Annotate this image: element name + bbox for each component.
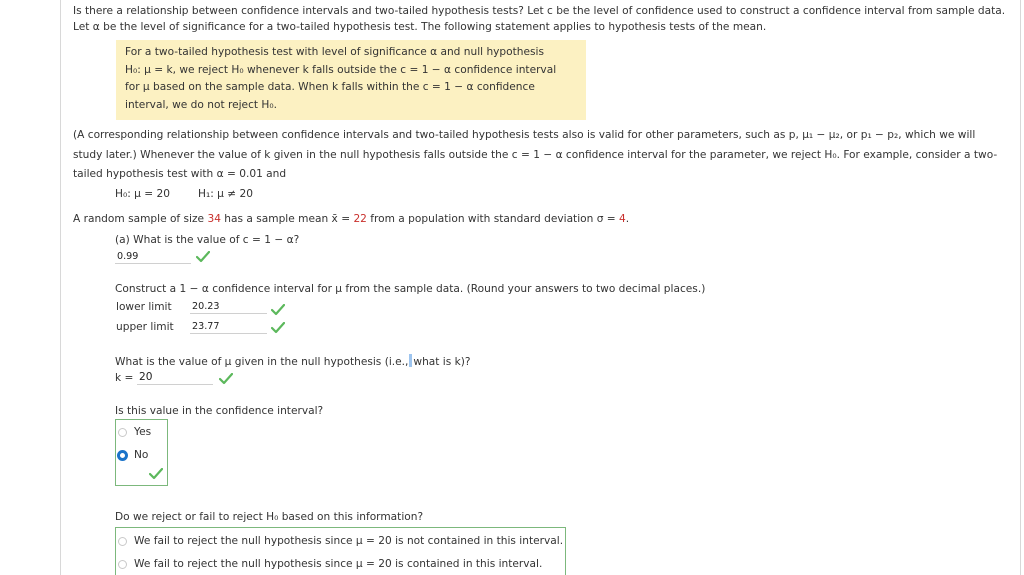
reject-option-1[interactable] bbox=[118, 534, 563, 548]
radio-unselected-icon[interactable] bbox=[118, 537, 127, 546]
sample-mean: 22 bbox=[353, 213, 367, 225]
upper-limit-label: upper limit bbox=[116, 321, 174, 333]
sample-mid-2: from a population with standard deviation σ = bbox=[366, 213, 620, 225]
in-interval-question: Is this value in the confidence interval? bbox=[115, 405, 324, 417]
k-value-input[interactable]: 20 bbox=[137, 371, 213, 385]
intro-line-1: Is there a relationship between confidence intervals and two-tailed hypothesis tests? Let c be the level of confidence used to construct a confidence interval from sample data. bbox=[73, 5, 1006, 17]
left-page-border bbox=[60, 0, 61, 575]
radio-selected-icon[interactable] bbox=[117, 450, 128, 461]
sample-size: 34 bbox=[207, 213, 221, 225]
option-no[interactable] bbox=[118, 448, 148, 462]
check-icon bbox=[196, 251, 210, 263]
radio-unselected-icon[interactable] bbox=[118, 428, 127, 437]
note-line-2: study later.) Whenever the value of k given in the null hypothesis falls outside the c = 1 − α confidence interval for the parameter, we reject H₀. For example, consider a two- bbox=[73, 148, 998, 161]
alternative-hypothesis: H₁: μ ≠ 20 bbox=[197, 188, 253, 200]
radio-unselected-icon[interactable] bbox=[118, 560, 127, 569]
k-label: k = bbox=[115, 372, 134, 384]
upper-limit-input[interactable]: 23.77 bbox=[190, 320, 267, 334]
theorem-callout bbox=[116, 40, 586, 120]
reject-option-1-label: We fail to reject the null hypothesis since μ = 20 is not contained in this interval. bbox=[134, 535, 564, 547]
check-icon bbox=[219, 373, 233, 385]
k-question-text-b: what is k)? bbox=[413, 356, 471, 368]
confidence-level-answer[interactable]: 0.99 bbox=[115, 250, 191, 264]
reject-option-2[interactable] bbox=[118, 557, 542, 571]
sample-description bbox=[73, 212, 629, 226]
lower-limit-input[interactable]: 20.23 bbox=[190, 300, 267, 314]
sample-suffix: . bbox=[625, 213, 630, 225]
null-hypothesis: H₀: μ = 20 bbox=[115, 188, 170, 200]
note-line-3: tailed hypothesis test with α = 0.01 and bbox=[73, 168, 287, 180]
callout-line-2: H₀: μ = k, we reject H₀ whenever k falls outside the c = 1 − α confidence interval bbox=[125, 63, 557, 76]
sample-prefix: A random sample of size bbox=[73, 213, 208, 225]
callout-line-4: interval, we do not reject H₀. bbox=[125, 98, 277, 111]
callout-line-1: For a two-tailed hypothesis test with level of significance α and null hypothesis bbox=[125, 46, 545, 58]
intro-text bbox=[73, 3, 1008, 35]
right-page-border bbox=[1020, 0, 1021, 575]
reject-question: Do we reject or fail to reject H₀ based on this information? bbox=[115, 511, 424, 523]
intro-line-2: Let α be the level of significance for a two-tailed hypothesis test. The following statement applies to hypothesis tests of the mean. bbox=[73, 21, 767, 33]
callout-line-3: for μ based on the sample data. When k falls within the c = 1 − α confidence bbox=[125, 81, 535, 93]
reject-option-2-label: We fail to reject the null hypothesis since μ = 20 is contained in this interval. bbox=[134, 558, 543, 570]
check-icon bbox=[271, 304, 285, 316]
k-question bbox=[115, 354, 471, 369]
option-yes[interactable] bbox=[118, 425, 151, 439]
sample-mid-1: has a sample mean x̄ = bbox=[220, 213, 354, 225]
k-question-text-a: What is the value of μ given in the null hypothesis (i.e., bbox=[115, 356, 409, 368]
option-no-label: No bbox=[134, 449, 149, 461]
relationship-note bbox=[73, 126, 1008, 185]
note-line-1: (A corresponding relationship between confidence intervals and two-tailed hypothesis tests also is valid for other parameters, such as p, μ₁ − μ₂, or p₁ − p₂, which we will bbox=[73, 129, 976, 141]
text-cursor bbox=[409, 354, 412, 367]
population-sd: 4 bbox=[619, 213, 626, 225]
part-a-question: (a) What is the value of c = 1 − α? bbox=[115, 234, 300, 246]
lower-limit-label: lower limit bbox=[116, 301, 172, 313]
check-icon bbox=[149, 468, 163, 480]
check-icon bbox=[271, 322, 285, 334]
ci-question: Construct a 1 − α confidence interval for μ from the sample data. (Round your answers to two decimal places.) bbox=[115, 283, 706, 295]
option-yes-label: Yes bbox=[134, 426, 152, 438]
hypotheses bbox=[115, 187, 253, 201]
